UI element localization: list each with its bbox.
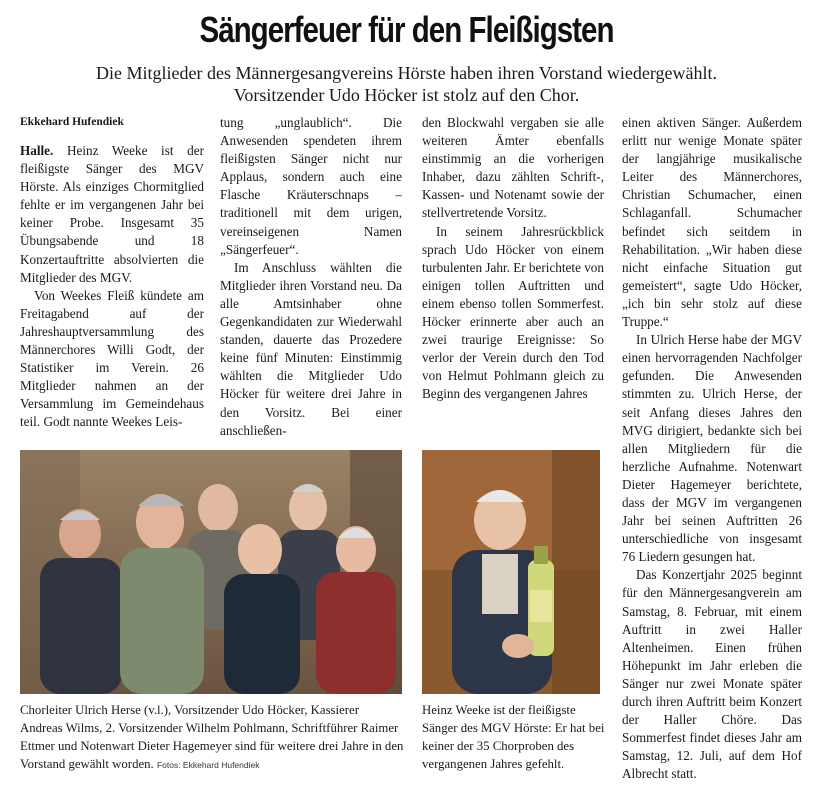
paragraph: In Ulrich Herse habe der MGV einen hervorragenden Nachfolger gefunden. Die Anwesenden stimmten zu. Ulrich Herse, der seit Anfang dieses Jahres den MVG dirigiert, bedankte sich bei allen Mitgliedern für die herzliche Aufnahme. Notenwart Dieter Hagemeyer berichtete, dass der MGV im vergangenen Jahr bei seinen Auftritten 26 unterschiedliche von insgesamt 76 Liedern gesungen hat. (622, 332, 802, 565)
portrait-photo (422, 450, 600, 694)
photo-credit: Fotos: Ekkehard Hufendiek (156, 760, 260, 770)
paragraph: tung „unglaublich“. Die Anwesenden spendeten ihrem fleißigsten Sänger nicht nur Applaus, sondern auch eine Flasche Kräuterschnaps – traditionell mit dem urigen, vereinseigenen Namen „Sängerfeuer“. (220, 115, 402, 257)
author-byline: Ekkehard Hufendiek (20, 116, 124, 128)
column-4 (622, 114, 802, 783)
subhead-line-2: Vorsitzender Udo Höcker ist stolz auf den Chor. (233, 85, 580, 105)
paragraph: Das Konzertjahr 2025 beginnt für den Männergesangverein am Samstag, 8. Februar, mit einem Auftritt in zwei Haller Altenheimen. Einen frühen Höhepunkt im Jahr erleben die Sänger nur zwei Monate später durch ihren Auftritt beim Konzert der Haller Chöre. Das Sommerfest findet dieses Jahr am Samstag, 12. Juli, auf dem Hof Albrecht statt. (622, 567, 802, 782)
paragraph: einen aktiven Sänger. Außerdem erlitt nur wenige Monate später der langjährige musikalische Leiter des Männerchores, Christian Schumacher, einen Schlaganfall. Schumacher befindet sich seitdem in Rehabilitation. „Wir haben diese nicht einfache Situation gut gemeistert“, sagte Udo Höcker, „ich bin sehr stolz auf diese Truppe.“ (622, 115, 802, 330)
group-photo-caption (20, 701, 404, 774)
portrait-photo-caption: Heinz Weeke ist der fleißigste Sänger des MGV Hörste: Er hat bei keiner der 35 Chorproben des vergangenen Jahres gefehlt. (422, 703, 605, 771)
paragraph: den Blockwahl vergaben sie alle weiteren Ämter ebenfalls einstimmig an die vorherigen Inhaber, dazu zählten Schrift-, Kassen- und Notenamt sowie der stellvertretende Vorsitz. (422, 115, 604, 221)
portrait-photo-illustration (422, 450, 600, 694)
article-subhead (0, 62, 813, 106)
column-2 (220, 114, 402, 440)
paragraph (20, 142, 204, 287)
subhead-line-1: Die Mitglieder des Männergesangvereins Hörste haben ihren Vorstand wiedergewählt. (96, 63, 717, 83)
paragraph: In seinem Jahresrückblick sprach Udo Höcker von einem turbulenten Jahr. Er berichtete von einigen tollen Auftritten und einem ebenso tollen Sommerfest. Höcker erinnerte aber auch an zwei traurige Ereignisse: So verlor der Verein durch den Tod von Helmut Pohlmann gleich zu Beginn des vergangenen Jahres (422, 223, 604, 402)
column-1 (20, 114, 204, 432)
group-photo-illustration (20, 450, 402, 694)
paragraph: Im Anschluss wählten die Mitglieder ihren Vorstand neu. Da alle Amtsinhaber ohne Gegenkandidaten zur Wiederwahl standen, dauerte das Prozedere keine fünf Minuten: Einstimmig wählten die Mitglieder Udo Höcker für weitere drei Jahre in den Vorsitz. Bei einer anschließen- (220, 259, 402, 438)
paragraph-text: Heinz Weeke ist der fleißigste Sänger des MGV Hörste. Als einziges Chormitglied fehlte er im vergangenen Jahr bei keiner Probe. Insgesamt 35 Übungsabende und 18 Konzertauftritte absolvierten die Mitglieder des MGV. (20, 143, 204, 285)
paragraph: Von Weekes Fleiß kündete am Freitagabend auf der Jahreshauptversammlung des Männerchores Willi Godt, der Statistiker im Verein. 26 Mitglieder nahmen an der Versammlung im Gemeindehaus teil. Godt nannte Weekes Leis- (20, 287, 204, 430)
column-3 (422, 114, 604, 404)
group-photo (20, 450, 402, 694)
article-headline: Sängerfeuer für den Fleißigsten (199, 9, 614, 50)
dateline-place: Halle. (20, 143, 54, 158)
caption-text: Chorleiter Ulrich Herse (v.l.), Vorsitzender Udo Höcker, Kassierer Andreas Wilms, 2. Vorsitzender Wilhelm Pohlmann, Schriftführer Raimer Ettmer und Notenwart Dieter Hagemeyer sind für weitere drei Jahre in den Vorstand gewählt worden. (20, 703, 404, 771)
